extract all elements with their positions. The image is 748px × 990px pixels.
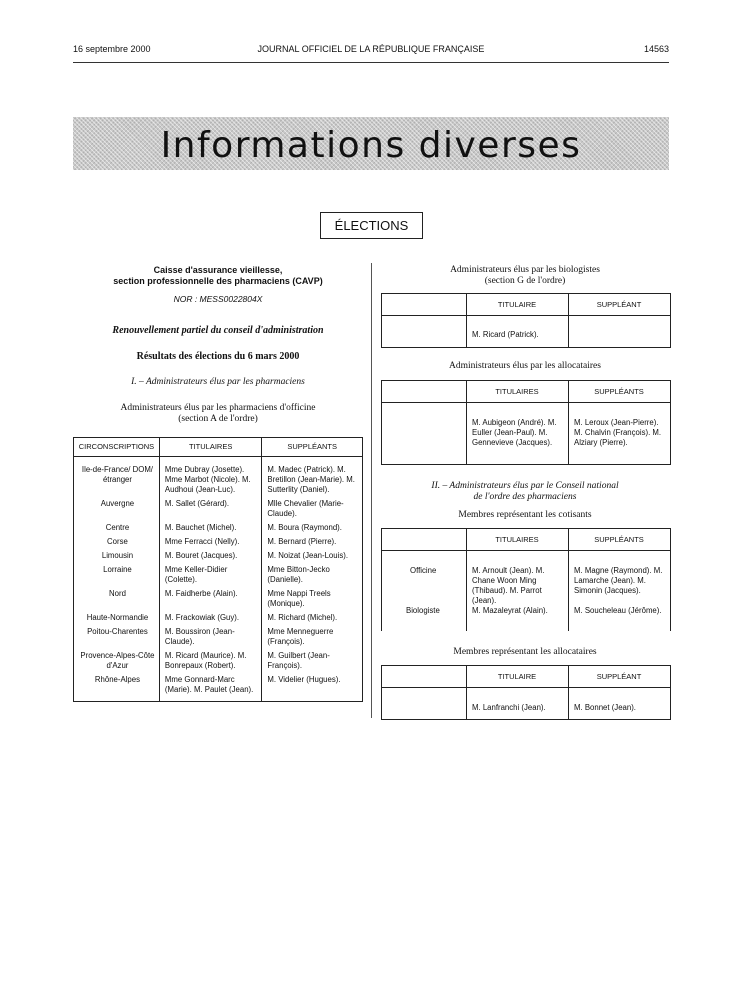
suppleants-cell: M. Videlier (Hugues). (262, 673, 363, 702)
suppleants-cell: M. Richard (Michel). (262, 611, 363, 625)
column-header: SUPPLÉANTS (594, 535, 644, 544)
circonscription-cell: Limousin (101, 551, 134, 560)
column-header: TITULAIRE (497, 672, 537, 681)
titulaires-cell: M. Frackowiak (Guy). (159, 611, 261, 625)
circonscription-cell: Provence-Alpes-Côte d'Azur (80, 651, 155, 670)
suppleants-cell: Mlle Chevalier (Marie-Claude). (262, 497, 363, 521)
running-header (73, 44, 669, 58)
part-two-line-1: II. – Administrateurs élus par le Conseil national (431, 481, 619, 491)
circonscription-cell: Ile-de-France/ DOM/étranger (81, 465, 153, 484)
column-header: TITULAIRES (159, 438, 261, 457)
titulaires-cell: M. Faidherbe (Alain). (159, 587, 261, 611)
suppleants-cell: Mme Menneguerre (François). (262, 625, 363, 649)
column-header: SUPPLÉANT (596, 300, 642, 309)
row-label-officine: Officine (410, 566, 437, 575)
column-header: SUPPLÉANT (596, 672, 642, 681)
column-header: CIRCONSCRIPTIONS (74, 438, 160, 457)
circonscription-cell: Poitou-Charentes (87, 627, 148, 636)
titulaires-cell: Mme Ferracci (Nelly). (159, 535, 261, 549)
titulaire-cell: M. Lanfranchi (Jean). (472, 703, 546, 712)
titulaires-cell: M. Sallet (Gérard). (159, 497, 261, 521)
titulaires-cell: M. Bouret (Jacques). (159, 549, 261, 563)
table-row (74, 649, 363, 673)
biologists-table (381, 293, 671, 348)
column-header: SUPPLÉANTS (594, 387, 644, 396)
suppleants-cell: M. Magne (Raymond). M. Lamarche (Jean). M. Simonin (Jacques). (574, 566, 663, 595)
allocataires-heading: Administrateurs élus par les allocataires (449, 361, 601, 371)
table-row (74, 563, 363, 587)
circonscription-cell: Nord (109, 589, 126, 598)
column-header: SUPPLÉANTS (262, 438, 363, 457)
table-row (74, 625, 363, 649)
circonscription-cell: Centre (105, 523, 130, 532)
table-header-row (74, 438, 363, 457)
cotisants-table (381, 528, 671, 631)
suppleants-cell: Mme Bitton-Jecko (Danielle). (262, 563, 363, 587)
suppleants-cell: M. Soucheleau (Jérôme). (574, 606, 662, 615)
suppleants-cell: Mme Nappi Treels (Monique). (262, 587, 363, 611)
results-heading: Résultats des élections du 6 mars 2000 (136, 351, 300, 362)
part-two-line-2: de l'ordre des pharmaciens (473, 492, 577, 502)
suppleants-cell: M. Bernard (Pierre). (262, 535, 363, 549)
header-journal: JOURNAL OFFICIEL DE LA RÉPUBLIQUE FRANÇAISE (257, 44, 485, 54)
org-title (73, 265, 363, 287)
biologists-line-2: (section G de l'ordre) (484, 276, 566, 286)
nor-reference: NOR : MESS0022804X (173, 294, 263, 304)
titulaires-cell: M. Arnoult (Jean). M. Chane Woon Ming (Thibaud). M. Parrot (Jean). (472, 566, 545, 605)
titulaires-cell: M. Mazaleyrat (Alain). (472, 606, 548, 615)
table-row (74, 497, 363, 521)
suppleants-cell: M. Boura (Raymond). (262, 521, 363, 535)
header-date: 16 septembre 2000 (73, 44, 151, 54)
circonscription-cell: Corse (107, 537, 128, 546)
org-line-2: section professionnelle des pharmaciens (CAVP) (113, 276, 323, 286)
table-row (74, 535, 363, 549)
allocataires-table (381, 380, 671, 465)
suppleants-cell: M. Madec (Patrick). M. Bretillon (Jean-Marie). M. Sutterlity (Daniel). (262, 457, 363, 498)
allocataires-members-table (381, 665, 671, 720)
section-a-line-2: (section A de l'ordre) (178, 414, 258, 424)
titulaire-cell: M. Ricard (Patrick). (472, 330, 539, 339)
circonscription-cell: Haute-Normandie (86, 613, 149, 622)
circonscription-cell: Lorraine (103, 565, 132, 574)
titulaires-cell: M. Bauchet (Michel). (159, 521, 261, 535)
table-row (74, 673, 363, 702)
renewal-heading: Renouvellement partiel du conseil d'administration (112, 325, 324, 336)
titulaires-cell: Mme Gonnard-Marc (Marie). M. Paulet (Jean). (159, 673, 261, 702)
section-title: ÉLECTIONS (320, 212, 423, 239)
table-row (74, 549, 363, 563)
section-a-heading (73, 403, 363, 425)
banner (73, 117, 669, 170)
titulaires-cell: M. Boussiron (Jean-Claude). (159, 625, 261, 649)
cotisants-heading: Membres représentant les cotisants (458, 510, 592, 520)
column-header: TITULAIRE (497, 300, 537, 309)
table-row (74, 587, 363, 611)
titulaires-cell: Mme Keller-Didier (Colette). (159, 563, 261, 587)
pharmacists-table (73, 437, 363, 702)
suppleants-cell: M. Noizat (Jean-Louis). (262, 549, 363, 563)
table-row (74, 457, 363, 498)
header-page-number: 14563 (643, 44, 669, 54)
part-one-heading: I. – Administrateurs élus par les pharmaciens (131, 377, 305, 387)
titulaires-cell: M. Aubigeon (André). M. Euller (Jean-Paul). M. Gennevieve (Jacques). (472, 418, 557, 447)
allocataires-members-heading: Membres représentant les allocataires (453, 647, 597, 657)
part-two-heading (381, 481, 669, 503)
org-line-1: Caisse d'assurance vieillesse, (153, 265, 283, 275)
banner-title: Informations diverses (160, 125, 582, 166)
circonscription-cell: Rhône-Alpes (94, 675, 140, 684)
biologists-heading (381, 265, 669, 287)
biologists-line-1: Administrateurs élus par les biologistes (450, 265, 600, 275)
table-row (74, 521, 363, 535)
header-rule (73, 62, 669, 63)
column-header: TITULAIRES (495, 535, 539, 544)
row-label-biologiste: Biologiste (406, 606, 440, 615)
titulaires-cell: M. Ricard (Maurice). M. Bonrepaux (Robert). (159, 649, 261, 673)
table-row (74, 611, 363, 625)
suppleant-cell: M. Bonnet (Jean). (574, 703, 636, 712)
section-a-line-1: Administrateurs élus par les pharmaciens d'officine (120, 403, 316, 413)
column-header: TITULAIRES (495, 387, 539, 396)
titulaires-cell: Mme Dubray (Josette). Mme Marbot (Nicole). M. Audhoui (Jean-Luc). (159, 457, 261, 498)
suppleants-cell: M. Leroux (Jean-Pierre). M. Chalvin (François). M. Alziary (Pierre). (574, 418, 662, 447)
suppleants-cell: M. Guilbert (Jean-François). (262, 649, 363, 673)
circonscription-cell: Auvergne (100, 499, 135, 508)
column-divider (371, 263, 372, 718)
